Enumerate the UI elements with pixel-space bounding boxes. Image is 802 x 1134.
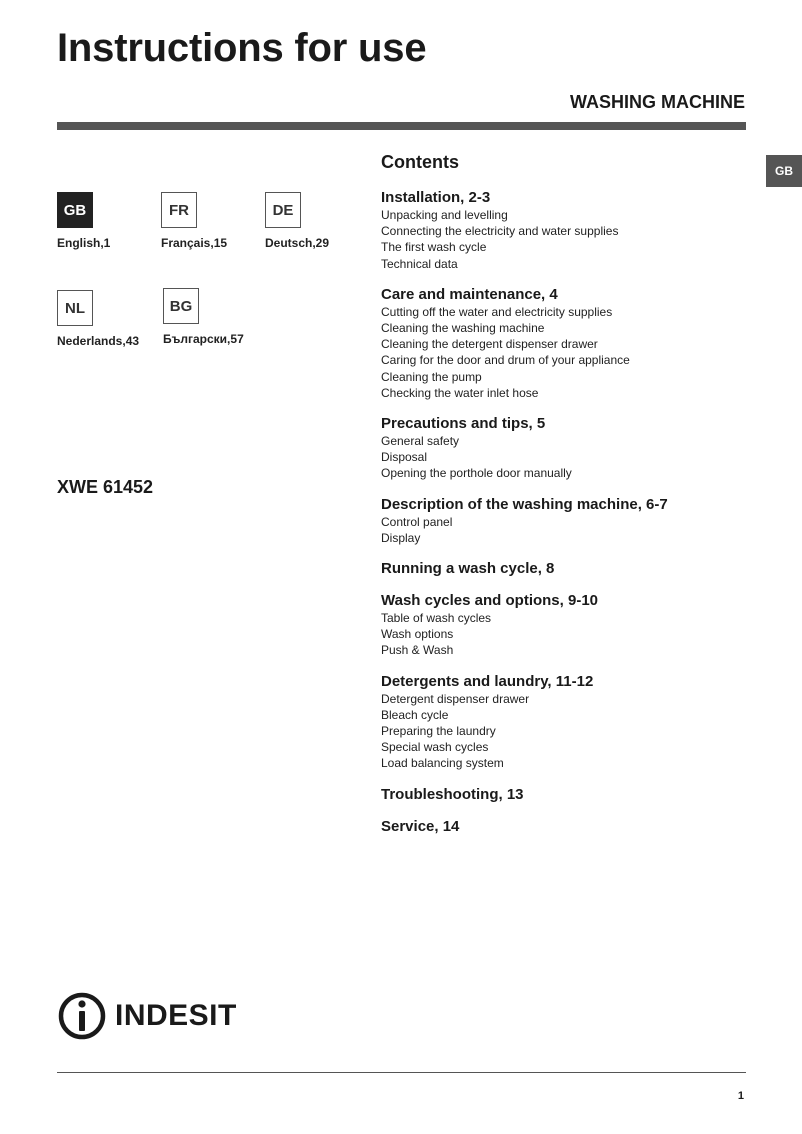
brand-logo-text: INDESIT xyxy=(115,999,237,1032)
language-item-de[interactable] xyxy=(265,192,375,250)
contents-section xyxy=(381,189,761,272)
indesit-logo-icon xyxy=(57,991,107,1041)
section-item[interactable]: General safety xyxy=(381,434,460,449)
language-item-bg[interactable] xyxy=(163,288,273,346)
section-title[interactable]: Service, 14 xyxy=(381,817,460,835)
contents-section xyxy=(381,786,761,804)
contents-section xyxy=(381,286,761,401)
section-title[interactable]: Detergents and laundry, 11-12 xyxy=(381,672,594,690)
contents-section xyxy=(381,673,761,772)
document-title: Instructions for use xyxy=(57,26,427,70)
section-item[interactable]: Cleaning the pump xyxy=(381,369,482,384)
section-item[interactable]: Cleaning the detergent dispenser drawer xyxy=(381,337,598,352)
language-code-box[interactable]: GB xyxy=(57,192,93,228)
section-item[interactable]: Caring for the door and drum of your appliance xyxy=(381,353,630,368)
section-item[interactable]: Cleaning the washing machine xyxy=(381,321,545,336)
language-code-box[interactable]: FR xyxy=(161,192,197,228)
section-item[interactable]: Special wash cycles xyxy=(381,740,489,755)
language-item-gb[interactable] xyxy=(57,192,167,250)
contents-section xyxy=(381,560,761,578)
language-code-box[interactable]: DE xyxy=(265,192,301,228)
section-title[interactable]: Precautions and tips, 5 xyxy=(381,415,546,433)
section-item[interactable]: Display xyxy=(381,530,421,545)
language-code-box[interactable]: NL xyxy=(57,290,93,326)
section-item[interactable]: Wash options xyxy=(381,627,454,642)
section-item[interactable]: Push & Wash xyxy=(381,643,454,658)
section-item[interactable]: Detergent dispenser drawer xyxy=(381,691,530,706)
section-item[interactable]: Checking the water inlet hose xyxy=(381,385,539,400)
language-item-nl[interactable] xyxy=(57,290,167,348)
section-item[interactable]: Load balancing system xyxy=(381,756,504,771)
language-label: Nederlands,43 xyxy=(57,334,140,348)
contents-heading: Contents xyxy=(381,152,459,172)
contents-section xyxy=(381,818,761,836)
language-code-box[interactable]: BG xyxy=(163,288,199,324)
section-title[interactable]: Installation, 2-3 xyxy=(381,189,491,206)
contents-section xyxy=(381,592,761,659)
section-item[interactable]: Preparing the laundry xyxy=(381,724,496,739)
language-label: English,1 xyxy=(57,236,111,250)
section-item[interactable]: Bleach cycle xyxy=(381,707,449,722)
section-item[interactable]: The first wash cycle xyxy=(381,240,487,255)
contents-section xyxy=(381,415,761,482)
section-item[interactable]: Technical data xyxy=(381,256,458,271)
footer-divider xyxy=(57,1072,746,1073)
section-item[interactable]: Connecting the electricity and water supplies xyxy=(381,224,619,239)
section-title[interactable]: Care and maintenance, 4 xyxy=(381,285,558,303)
section-item[interactable]: Table of wash cycles xyxy=(381,611,492,626)
contents-section xyxy=(381,496,761,546)
model-number: XWE 61452 xyxy=(57,477,154,497)
section-title[interactable]: Wash cycles and options, 9-10 xyxy=(381,592,599,610)
section-item[interactable]: Unpacking and levelling xyxy=(381,208,508,222)
section-item[interactable]: Control panel xyxy=(381,514,453,529)
section-item[interactable]: Opening the porthole door manually xyxy=(381,466,572,481)
section-item[interactable]: Disposal xyxy=(381,450,428,465)
table-of-contents xyxy=(381,150,761,850)
section-title[interactable]: Description of the washing machine, 6-7 xyxy=(381,495,668,513)
section-title[interactable]: Troubleshooting, 13 xyxy=(381,785,524,803)
document-subtitle: WASHING MACHINE xyxy=(570,92,745,112)
brand-logo xyxy=(57,991,237,1041)
language-label: Français,15 xyxy=(161,236,228,250)
language-item-fr[interactable] xyxy=(161,192,271,250)
language-side-tab: GB xyxy=(766,155,802,187)
language-label: Български,57 xyxy=(163,332,244,346)
header-divider xyxy=(57,122,746,130)
language-label: Deutsch,29 xyxy=(265,236,330,250)
section-item[interactable]: Cutting off the water and electricity supplies xyxy=(381,304,613,319)
page-number: 1 xyxy=(737,1090,744,1102)
section-title[interactable]: Running a wash cycle, 8 xyxy=(381,560,555,578)
